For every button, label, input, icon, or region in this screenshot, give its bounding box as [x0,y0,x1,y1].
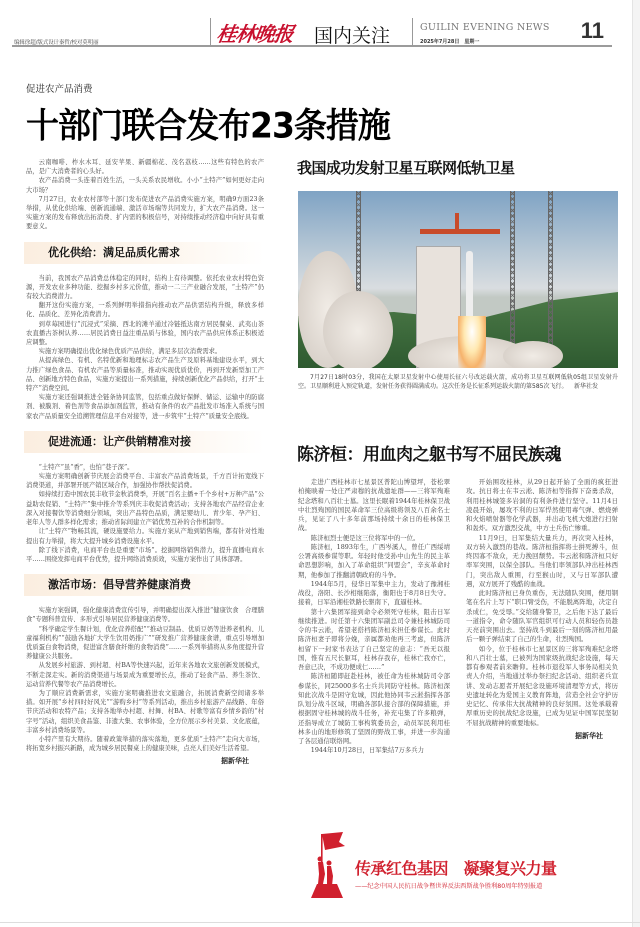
paragraph: 翻开这份实施方案，一系列鲜明举措指向推动农产品供需结构升级，释放多样化、品质化、差异化消费潜力。 [26,302,264,319]
paragraph: 为了顺应消费新需求，实施方案明确推进农文旅融合，拓展消费新空间诸多举措。如开展“乡村四时好风光”“游购乡村”等系列活动，推出乡村旅游产品线路、年俗节庆活动和农特产品；支持各地举办村超、村舞、村BA、村歌等富有乡情乡韵的“村字号”活动，组织美食品鉴、非遗大集、农事体验，全方位展示乡村美景、文化底蕴，丰富乡村消费场景等。 [26,689,264,734]
editor-credits: 编辑徐超/版式设计秦哲/校对莫明丽 [14,40,99,46]
paragraph: 让“土特产”物畅其流，硬设施要给力。实施方案从产地到销售端，都有针对性地提出有力举措，将大大提升城乡消费设施水平。 [26,528,264,545]
paragraph: 陈济桓烈士便是这三位将军中的一位。 [310,533,420,542]
paragraph: 如今，位于桂林市七星景区的三将军殉难纪念塔和八百壮士墓，已被列为国家级抗战纪念设施，每天都有参观者前来瞻仰。桂林市退役军人事务局相关负责人介绍，当地通过举办祭扫纪念活动、组织老兵宣讲、发动志愿者开展纪念设施环境清理等方式，将历史遗址转化为爱国主义教育阵地，营造全社会守护历史记忆、传承伟大抗战精神的良好氛围。这处承载着厚重历史的抗战纪念设施，已成为见证中国军民坚韧不屈抗战精神的重要地标。 [466,644,618,727]
paragraph: 除了线下消费，电商平台也是重要“市场”。挖掘网络销售潜力，提升直播电商水平……围绕发挥电商平台优势，提升网络消费质效，实施方案作出了具体部署。 [26,546,264,563]
source-credit: 据新华社 [575,731,603,740]
paragraph: 7月27日，农业农村部等十部门发布促进农产品消费实施方案，明确9方面23条举措，从优化供给端、创新流通端、激活市场端等共同发力，扩大农产品消费。这一实施方案的发布释放出拓消费、扩内需的积极信号，对持续推动经济稳中向好具有重要意义。 [26,195,264,231]
rocket-launch-photo [298,191,618,368]
caption-source: 新华社发 [573,383,598,391]
section-name: 国内关注 [314,25,391,47]
paragraph: 实施方案还强调推进全链条协同监管，包括重点做好保鲜、储运、运输中的防腐剂、被膜剂、着色剂等食品添加剂监管，推动有条件的农产品批发市场准入系统与国家农产品质量安全追溯管理信息平台对接等，进一步筑牢“土特产”质量安全底线。 [26,394,264,420]
paragraph: 到草莓园进行“沉浸式”采摘、西北的滩羊通过冷链抵达南方居民餐桌、武夷山茶农直播古茶树认养……居民消费日益注重品质与体验，国内农产品供应体系正积极适应调整。 [26,320,264,347]
page-edge [632,0,640,927]
paragraph: 从发展乡村旅游、到村超、村BA等快速兴起，近年来各地农文旅创新发展模式，不断走深走实。新的消费渠道与场景成为重要增长点，推动了轻食产品、养生茶饮、运动营养代餐等农产品消费增长。 [26,662,264,688]
smoke-plume [323,291,393,368]
main-headline: 十部门联合发布23条措施 [26,105,390,147]
article-agri-body [26,158,264,767]
paragraph: 1944年10月28日，日军集结7万多兵力 [310,746,425,755]
newspaper-logo: 桂林晚报 [215,22,295,46]
paragraph: 1944年5月，侵华日军集中主力，发动了豫湘桂战役，洛阳、长沙相继陷落，衡阳也于8月8日失守。接着，日军沿湘桂铁路长驱南下，直逼桂林。 [298,579,450,607]
paragraph: “土特产”虽“香”，也怕“巷子深”。 [38,463,134,471]
section-subhead: 促进流通：让产供销精准对接 [24,431,264,453]
source-credit: 据新华社 [221,757,249,766]
article-kicker: 促进农产品消费 [26,84,93,95]
banner-title: 传承红色基因 凝聚复兴力量 [355,859,557,878]
paragraph: 实施方案明确创新节庆展会消费平台、丰富农产品消费场景，千方百计拓宽线下消费渠道，并部署开展产销区域合作，加强协作帮扶促消费。 [26,473,264,490]
paragraph: 当前，我国农产品消费总体稳定的同时，结构上有待调整。依托农业农村特色资源，开发农业多种功能、挖掘乡村多元价值，推动一二三产业融合发展，“土特产”仍有较大消费潜力。 [26,274,264,301]
issue-date: 2025年7月28日 星期一 [420,39,480,45]
section-subhead: 优化供给：满足品质化需求 [24,242,264,264]
chen-body-col1 [298,478,450,756]
paragraph: “科学确定学生餐计划，优化营养搭配”“推动豆制品、优质豆奶等进养老机构、儿童福利机构”“鼓励各地扩大学生饮用奶推广”“研发推广营养健康食谱，重点引导增加优质蛋白食物消费，促进富含膳食纤维的食物消费”……一系列举措将从多角度提升营养健康公共服务。 [26,625,264,661]
lightning-tower [548,191,553,368]
chen-body-col2 [466,478,618,741]
paragraph: 开始围攻桂林，从29日起开始了全面的疯狂进攻。抗日将士在韦云淞、陈济桓等指挥下奋勇杀敌，利用桂林城签多岩洞的有利条件进行坚守。11月4日凌晨开始，屡攻不利的日军悍然使用毒气弹、燃烧弹和火焰喷射器等化学武器，并出动飞机大炮进行扫射和轰炸。双方激烈交战，中方士兵伤亡惨重。 [466,478,618,533]
chen-headline: 陈济桓：用血肉之躯书写不屈民族魂 [297,445,561,465]
satellite-headline: 我国成功发射卫星互联网低轨卫星 [297,159,515,177]
page-number: 11 [580,18,604,43]
paragraph: 陈济桓随即赶赴桂林，被任命为桂林城防司令部参谋长，同25000多名士兵共同防守桂林。陈济桓深知此次战斗是困守危城，因此他协同韦云淞指挥各部队划分战斗区域，明确各部队接合部的保障措施，并根据固守桂林城的战斗任务，补充屯集了许多粮弹，还指导成立了城防工事构筑委员会，动员军民利用桂林多山的地形修筑了坚固的野战工事，并进一步沟通了各层通信联络网。 [298,672,450,745]
page-bottom-rule [0,922,640,923]
paragraph: 从提高绿色、有机、名特优新和地理标志农产品生产及原料基地建设水平，到大力推广绿色食品、有机农产品等质量标准，推动实现优质优价，再到开发新型加工产品、创新地方特色食品，实施方案提出一系列措施，持续创新优化产品供给，打开“土特产”消费空间。 [26,357,264,393]
banner-subtitle: ——纪念中国人民抗日战争暨世界反法西斯战争胜利80周年特别报道 [355,883,543,890]
paragraph: 实施方案强调，强化健康消费宣传引导，并明确提出深入推进“健康饮食 合理膳食”专题科普宣传、多形式引导居民营养健康消费等。 [26,607,264,624]
paragraph: 此时陈济桓已身负重伤，无法随队突围，便用钢笔在名片上写下“职口臂受伤，不能脱离阵地，决定自杀成仁，免受辱。”交给随身警卫，之后他下达了最后一道指令，命令随队军官组织可行动人员和轻伤员趁天亮前突围出去。坚持战斗到最后一刻的陈济桓用最后一颗子弹结束了自己的生命，壮烈殉国。 [466,589,618,644]
masthead [12,18,612,47]
paragraph: 第十六集团军接到命令必须死守桂林，阻击日军继续推进。时任第十六集团军副总司令兼桂林城防司令的韦云淞，希望老搭档陈济桓来担任参谋长。此时陈济桓妻子即将分娩，亲属都劝他再三考虑，但陈济桓留下一封家书表达了自己坚定的意志：“吾无以报国，惟有五尺长躯耳，桂林存我存，桂林亡我亦亡，吾意已决，不成功便成仁……” [298,607,450,671]
paragraph: 如持续打造中国农民丰收节金秋消费季，开展“百名主播+千个乡村+万种产品”公益助农促销、“土特产”集中推介等系列庆丰收促消费活动；支持各地农产品经营企业深入对接餐饮等消费细分领域，突出产品特色品质，满足婴幼儿、青少年、孕产妇、老年人等人群多样化需求；推动省际间建立产销优势互补的合作机制等。 [26,491,264,527]
english-title: GUILIN EVENING NEWS [420,22,550,33]
flag-soldiers-icon [309,832,347,900]
smoke-plume [503,341,563,368]
paragraph: 走进广西桂林市七星景区普陀山博望坪，苍松翠柏掩映着一处庄严肃穆的抗战遗址群——三将军殉难纪念塔和八百壮士墓。这里长眠着1944年桂林保卫战中壮烈殉国的国民革命军三位高级将领及八百余名士兵，见证了八十多年前那场持续十余日的桂林保卫战。 [298,478,450,533]
paragraph: 农产品消费一头连着百姓生活，一头关系农民增收。小小“土特产”如何更好走向大市场？ [26,177,264,194]
section-subhead: 激活市场：倡导营养健康消费 [24,574,264,596]
commemoration-banner [297,826,627,906]
rocket-flame [458,316,486,368]
masthead-right [308,18,608,46]
paragraph: 陈济桓，1893年生，广西岑溪人，曾任广西绥靖公署高级参谋等职。年轻时他受孙中山先生的民主革命思想影响，加入了革命组织“同盟会”，辛亥革命时期，他参加了推翻清朝政府的斗争。 [298,542,450,579]
masthead-divider [210,18,211,46]
paragraph: 实施方案明确提出优化绿色优质产品供给，满足多层次消费需求。 [38,348,222,356]
crane-arm [420,229,500,234]
caption-text: 7月27日18时03分，我国在太原卫星发射中心使用长征六号改运载火箭，成功将卫星互联网低轨05组卫星发射升空。卫星顺利进入预定轨道，发射任务获得圆满成功。这次任务是长征系列运载火箭的第585次飞行。 [298,374,618,391]
photo-caption [298,373,618,392]
paragraph: 11月9日，日军集结大量兵力，再次突入桂林，双方转入激烈的巷战。陈济桓指挥将士拼死搏斗，但终因寡不敌众，无力挽回颓势。韦云淞和陈济桓只好率军突围，以保全部队。当他们率领部队冲出桂林西门，突出敌人重围，行至猴山时，又与日军部队遭遇，双方展开了残酷的血战。 [466,533,618,588]
paragraph: 小特产里有大期待。随着政策举措的落实落地，更多优质“土特产”走向大市场，将拓宽乡村振兴新路，成为城乡居民餐桌上的健康美味，点亮人们美好生活希望。 [26,735,264,753]
paragraph: 云南咖啡、柞水木耳、延安苹果、新疆棉花、茂名荔枝……这些有特色的农产品，是广大消费者的心头好。 [26,159,264,176]
